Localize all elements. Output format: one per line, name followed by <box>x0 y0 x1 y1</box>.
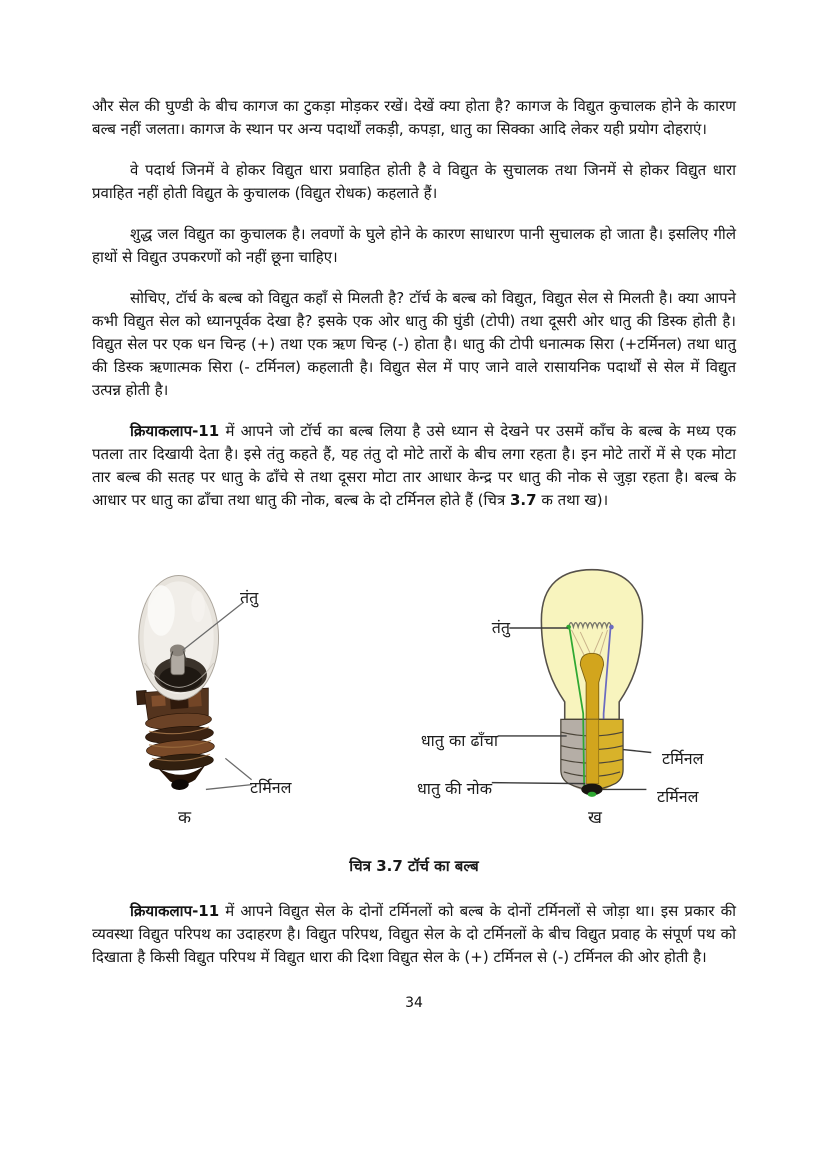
paragraph-1 <box>92 95 736 141</box>
label-terminal-right-top: टर्मिनल <box>662 749 704 768</box>
bulb-photo <box>136 576 251 793</box>
paragraph-6 <box>92 900 736 969</box>
paragraph-3-text: शुद्ध जल विद्युत का कुचालक है। लवणों के घुले होने के कारण साधारण पानी सुचालक हो जाता है। इसलिए गीले हाथों से विद्युत उपकरणों को नहीं छूना चाहिए। <box>92 225 736 266</box>
paragraph-5-end: क तथा ख)। <box>536 491 609 509</box>
page-number: 34 <box>405 995 423 1011</box>
paragraph-4-text: सोचिए, टॉर्च के बल्ब को विद्युत कहाँ से मिलती है? टॉर्च के बल्ब को विद्युत, विद्युत सेल से मिलती है। क्या आपने कभी विद्युत सेल को ध्यानपूर्वक देखा है? इसके एक ओर धातु की घुंडी (टोपी) तथा दूसरी ओर धातु की डिस्क होती है। विद्युत सेल पर एक धन चिन्ह (+) तथा एक ऋण चिन्ह (-) होता है। धातु की टोपी धनात्मक सिरा (+टर्मिनल) तथा धातु की डिस्क ऋणात्मक सिरा (- टर्मिनल) कहलाती है। विद्युत सेल में पाए जाने वाले रासायनिक पदार्थों से सेल में विद्युत उत्पन्न होती है। <box>92 289 736 399</box>
label-terminal-right-bottom: टर्मिनल <box>657 787 699 806</box>
paragraph-3 <box>92 223 736 269</box>
paragraph-4 <box>92 287 736 402</box>
label-metal-frame: धातु का ढाँचा <box>420 731 498 750</box>
paragraph-2 <box>92 159 736 205</box>
leader-line-metal-tip <box>492 783 585 784</box>
paragraph-6-text: में आपने विद्युत सेल के दोनों टर्मिनलों को बल्ब के दोनों टर्मिनलों से जोड़ा था। इस प्रकार की व्यवस्था विद्युत परिपथ का उदाहरण है। विद्युत परिपथ, विद्युत सेल के दो टर्मिनलों के बीच विद्युत प्रवाह के संपूर्ण पथ को दिखाता है किसी विद्युत परिपथ में विद्युत धारा की दिशा विद्युत सेल के (+) टर्मिनल से (-) टर्मिनल की ओर होती है। <box>92 902 736 966</box>
bulb-diagram <box>492 570 651 797</box>
label-filament-left: तंतु <box>240 588 259 607</box>
activity-11-reference: क्रियाकलाप-11 <box>130 422 220 440</box>
figure-number-reference: 3.7 <box>510 491 537 509</box>
sublabel-ka: क <box>178 808 192 828</box>
figure-3-7 <box>92 558 736 840</box>
label-metal-tip: धातु की नोक <box>416 779 492 798</box>
label-terminal-left: टर्मिनल <box>250 778 292 797</box>
paragraph-1-text: और सेल की घुण्डी के बीच कागज का टुकड़ा मोड़कर रखें। देखें क्या होता है? कागज के विद्युत कुचालक होने के कारण बल्ब नहीं जलता। कागज के स्थान पर अन्य पदार्थों लकड़ी, कपड़ा, धातु का सिक्का आदि लेकर यही प्रयोग दोहराएं। <box>92 97 736 138</box>
leader-line-terminal-left <box>206 758 252 789</box>
figure-caption: चित्र 3.7 टॉर्च का बल्ब <box>349 857 479 875</box>
page-content <box>92 95 736 1011</box>
paragraph-5-text: में आपने जो टॉर्च का बल्ब लिया है उसे ध्यान से देखने पर उसमें काँच के बल्ब के मध्य एक पतला तार दिखायी देता है। इसे तंतु कहते हैं, यह तंतु दो मोटे तारों के बीच लगा रहता है। इन मोटे तारों में से एक मोटा तार बल्ब की सतह पर धातु के ढाँचे से तथा दूसरा मोटा तार आधार केन्द्र पर धातु की नोक से जुड़ा रहता है। बल्ब के आधार पर धातु का ढाँचा तथा धातु की नोक, बल्ब के दो टर्मिनल होते हैं (चित्र <box>92 422 736 509</box>
paragraph-5 <box>92 420 736 512</box>
sublabel-kha: ख <box>588 808 602 828</box>
label-filament-right: तंतु <box>491 618 510 637</box>
paragraph-2-text: वे पदार्थ जिनमें वे होकर विद्युत धारा प्रवाहित होती है वे विद्युत के सुचालक तथा जिनमें से होकर विद्युत धारा प्रवाहित नहीं होती विद्युत के कुचालक (विद्युत रोधक) कहलाते हैं। <box>92 161 736 202</box>
activity-11-reference-2: क्रियाकलाप-11 <box>130 902 220 920</box>
leader-line-terminal-top <box>623 750 651 753</box>
